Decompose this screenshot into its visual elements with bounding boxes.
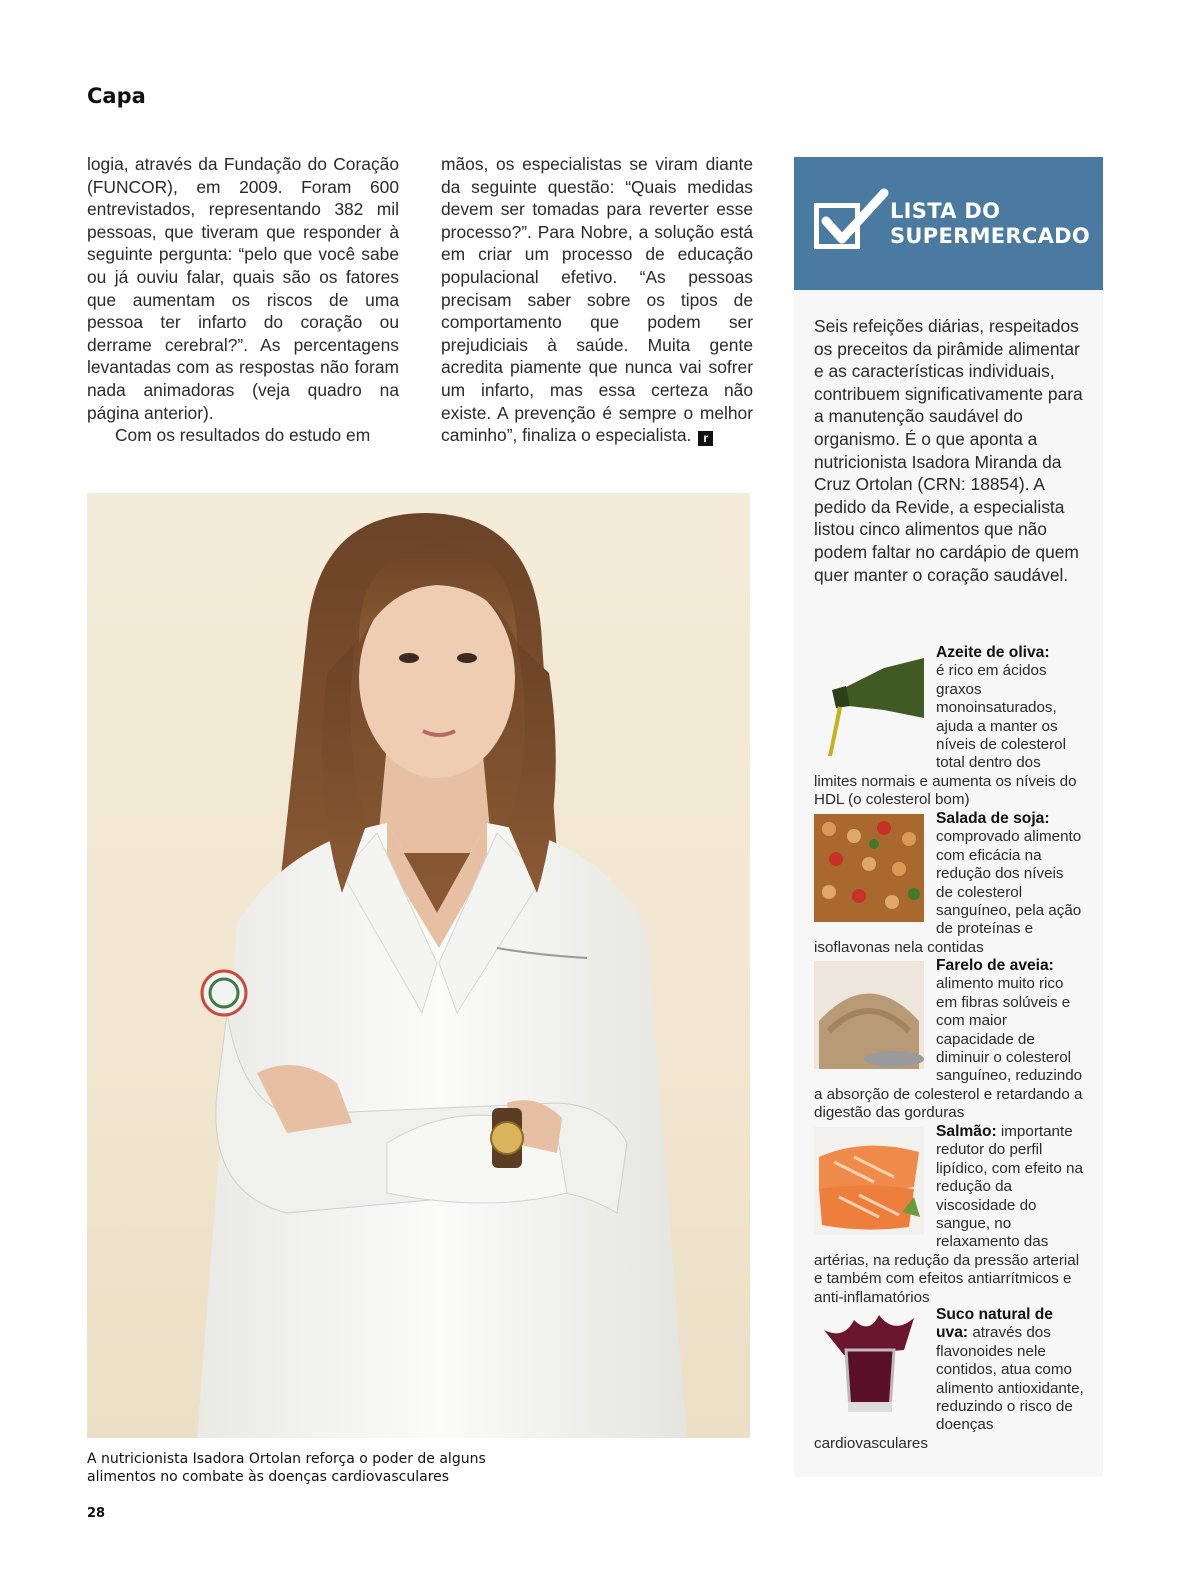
end-of-article-mark: r xyxy=(698,431,713,446)
photo-caption: A nutricionista Isadora Ortolan reforça o poder de alguns alimentos no combate às doenças cardiovasculares xyxy=(87,1451,486,1485)
page-number: 28 xyxy=(87,1506,106,1521)
food-item-name: Salmão: xyxy=(936,1123,997,1140)
soy-salad-icon xyxy=(814,814,924,922)
oat-bran-icon xyxy=(814,961,924,1069)
article-paragraph xyxy=(441,153,753,447)
section-label: Capa xyxy=(87,84,146,108)
grape-juice-glass-icon xyxy=(814,1310,924,1418)
olive-oil-bottle-icon xyxy=(814,648,924,758)
food-item-olive-oil xyxy=(814,644,1084,810)
food-item-text: comprovado alimento com eficácia na redução dos níveis de colesterol sanguíneo, pela ação de proteínas e isoflavonas nela contidas xyxy=(814,828,1082,956)
food-item-name: Farelo de aveia: xyxy=(936,957,1054,974)
sidebar-header xyxy=(794,157,1103,290)
food-item-text: importante redutor do perfil lipídico, com efeito na redução da viscosidade do sangue, no relaxamento das artérias, na redução da pressão arterial e também com efeitos antiarrítmicos e anti-inflamatórios xyxy=(814,1123,1083,1306)
food-item-name: Suco natural de uva: xyxy=(936,1306,1053,1342)
article-paragraph: Com os resultados do estudo em xyxy=(115,425,371,446)
article-column-1 xyxy=(87,153,399,447)
portrait-photo xyxy=(87,493,750,1438)
food-item-name: Azeite de oliva: xyxy=(936,644,1050,661)
sidebar-intro: Seis refeições diárias, respeitados os preceitos da pirâmide alimentar e as características individuais, contribuem significativamente para a manutenção saudável do organismo. É o que aponta a nutricionista Isadora Miranda da Cruz Ortolan (CRN: 18854). A pedido da Revide, a especialista listou cinco alimentos que não podem faltar no cardápio de quem quer manter o coração saudável. xyxy=(814,316,1083,585)
food-item-text: alimento muito rico em fibras solúveis e com maior capacidade de diminuir o colesterol sanguíneo, reduzindo a absorção de colesterol e retardando a digestão das gorduras xyxy=(814,975,1083,1122)
article-column-2 xyxy=(441,153,753,447)
check-mark-icon xyxy=(812,187,892,257)
sidebar-title-line-1: LISTA DO xyxy=(890,199,1001,223)
food-item-oat-bran xyxy=(814,957,1084,1123)
food-item-salmon xyxy=(814,1123,1084,1307)
salmon-icon xyxy=(814,1127,924,1235)
supermarket-list-box xyxy=(794,157,1103,1477)
article-text: mãos, os especialistas se viram diante da seguinte questão: “Quais medidas devem ser tomadas para reverter esse processo?”. Para Nobre, a solução está em criar um processo de educação populacional efetivo. “As pessoas precisam saber sobre os tipos de comportamento que podem ser prejudiciais à saúde. Muita gente acredita piamente que nunca vai sofrer um infarto, mas essa certeza não existe. A prevenção é sempre o melhor caminho”, finaliza o especialista. xyxy=(441,154,753,446)
food-item-text: é rico em ácidos graxos monoinsaturados, ajuda a manter os níveis de colesterol total dentro dos limites normais e aumenta os níveis do HDL (o colesterol bom) xyxy=(814,662,1077,809)
food-item-text: através dos flavonoides nele contidos, atua como alimento antioxidante, reduzindo o risco de doenças cardiovasculares xyxy=(814,1324,1084,1452)
article-paragraph: logia, através da Fundação do Coração (FUNCOR), em 2009. Foram 600 entrevistados, representando 382 mil pessoas, que tiveram que responder à seguinte pergunta: “pelo que você sabe ou já ouviu falar, quais são os fatores que aumentam os riscos de uma pessoa ter infarto do coração ou derrame cerebral?”. As percentagens levantadas com as respostas não foram nada animadoras (veja quadro na página anterior). xyxy=(87,154,399,423)
food-item-grape-juice xyxy=(814,1306,1084,1453)
food-item-soy-salad xyxy=(814,810,1084,957)
sidebar-title-line-2: SUPERMERCADO xyxy=(890,224,1091,248)
food-item-name: Salada de soja: xyxy=(936,810,1050,827)
sidebar-title xyxy=(890,199,1095,249)
